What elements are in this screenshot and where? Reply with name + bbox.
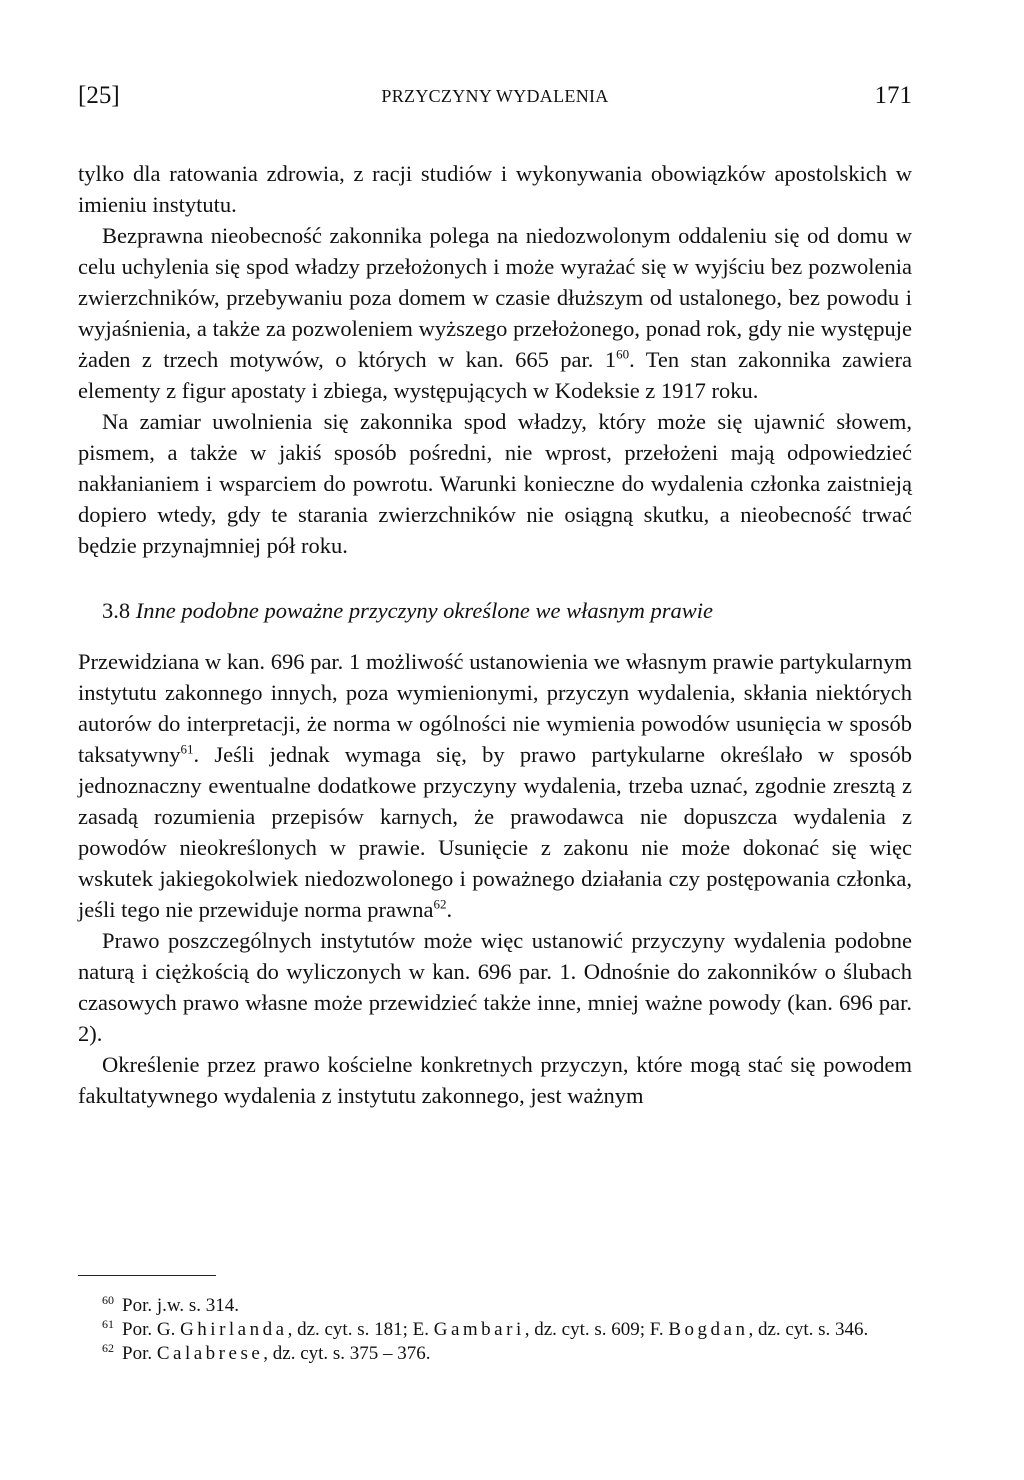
author-name-spaced: Calabrese bbox=[156, 1343, 264, 1364]
footnote-text: , dz. cyt. s. 181; E. bbox=[287, 1319, 434, 1340]
page-number: 171 bbox=[874, 82, 912, 109]
footnote-61 bbox=[78, 1318, 912, 1342]
paragraph-5 bbox=[78, 925, 912, 1049]
section-number: 3.8 bbox=[102, 598, 131, 623]
paragraph-4-text-c: . bbox=[446, 897, 453, 922]
paragraph-4-text-b: . Jeśli jednak wymaga się, by prawo partykularne określało w sposób jednoznaczny ewentualne dodatkowe przyczyny wydalenia, trzeba uznać, zgodnie zresztą z zasadą rozumienia przepisów karnych, że prawodawca nie dopuszcza wydalenia z powodów nieokreślonych w prawie. Usunięcie z zakonu nie może dokonać się więc wskutek jakiegokolwiek niedozwolonego i poważnego działania czy postępowania członka, jeśli tego nie przewiduje norma prawna bbox=[78, 742, 912, 922]
footnote-text: , dz. cyt. s. 609; F. bbox=[524, 1319, 669, 1340]
footnote-ref-60: 60 bbox=[616, 346, 630, 362]
running-header bbox=[78, 78, 912, 118]
paragraph-5-text: Prawo poszczególnych instytutów może więc ustanowić przyczyny wydalenia podobne naturą i ciężkością do wyliczonych w kan. 696 par. 1. Odnośnie do zakonników o ślubach czasowych prawo własne może przewidzieć także inne, mniej ważne powody (kan. 696 par. 2). bbox=[78, 928, 912, 1046]
footnote-text: Por. bbox=[122, 1343, 157, 1364]
footnote-mark: 62 bbox=[102, 1340, 114, 1355]
footnote-text: Por. G. bbox=[122, 1319, 181, 1340]
body-text bbox=[78, 158, 912, 1111]
footnote-ref-62: 62 bbox=[433, 896, 447, 912]
footnotes bbox=[78, 1275, 912, 1366]
footnote-text: , dz. cyt. s. 375 – 376. bbox=[263, 1343, 431, 1364]
footnote-text: Por. j.w. s. 314. bbox=[122, 1295, 240, 1316]
footnote-mark: 61 bbox=[102, 1316, 114, 1331]
section-heading bbox=[78, 595, 912, 626]
paragraph-2-text-b: . Ten stan zakonnika zawiera elementy z figur apostaty i zbiega, występujących w Kodeksie z 1917 roku. bbox=[78, 347, 912, 403]
paragraph-2 bbox=[78, 220, 912, 406]
author-name-spaced: Bogdan bbox=[668, 1319, 749, 1340]
author-name-spaced: Ghirlanda bbox=[180, 1319, 288, 1340]
paragraph-6-text: Określenie przez prawo kościelne konkretnych przyczyn, które mogą stać się powodem fakultatywnego wydalenia z instytutu zakonnego, jest ważnym bbox=[78, 1052, 912, 1108]
paragraph-4-text-a: Przewidziana w kan. 696 par. 1 możliwość ustanowienia we własnym prawie partykularnym instytutu zakonnego innych, poza wymienionymi, przyczyn wydalenia, skłania niektórych autorów do interpretacji, że norma w ogólności nie wymienia powodów usunięcia w sposób taksatywny bbox=[78, 649, 912, 767]
footnote-separator bbox=[78, 1275, 216, 1276]
paragraph-6 bbox=[78, 1049, 912, 1111]
footnote-62 bbox=[78, 1342, 912, 1366]
footnote-text: , dz. cyt. s. 346. bbox=[748, 1319, 869, 1340]
paragraph-2-text-a: Bezprawna nieobecność zakonnika polega na niedozwolonym oddaleniu się od domu w celu uchylenia się spod władzy przełożonych i może wyrażać się w wyjściu bez pozwolenia zwierzchników, przebywaniu poza domem w czasie dłuższym od ustalonego, bez powodu i wyjaśnienia, a także za pozwoleniem wyższego przełożonego, ponad rok, gdy nie występuje żaden z trzech motywów, o których w kan. 665 par. 1 bbox=[78, 223, 912, 372]
footnote-ref-61: 61 bbox=[180, 741, 194, 757]
footnote-mark: 60 bbox=[102, 1292, 114, 1307]
paragraph-4 bbox=[78, 646, 912, 925]
paragraph-3 bbox=[78, 406, 912, 561]
paragraph-1-text: tylko dla ratowania zdrowia, z racji studiów i wykonywania obowiązków apostolskich w imieniu instytutu. bbox=[78, 161, 912, 217]
paragraph-1 bbox=[78, 158, 912, 220]
section-title: Inne podobne poważne przyczyny określone we własnym prawie bbox=[135, 598, 713, 623]
paragraph-3-text: Na zamiar uwolnienia się zakonnika spod władzy, który może się ujawnić słowem, pismem, a także w jakiś sposób pośredni, nie wprost, przełożeni mają odpowiedzieć nakłanianiem i wsparciem do powrotu. Warunki konieczne do wydalenia członka zaistnieją dopiero wtedy, gdy te starania zwierzchników nie osiągną skutku, a nieobecność trwać będzie przynajmniej pół roku. bbox=[78, 409, 912, 558]
header-section-number: [25] bbox=[78, 82, 120, 109]
footnote-60 bbox=[78, 1294, 912, 1318]
header-title: PRZYCZYNY WYDALENIA bbox=[381, 86, 609, 106]
author-name-spaced: Gambari bbox=[433, 1319, 525, 1340]
